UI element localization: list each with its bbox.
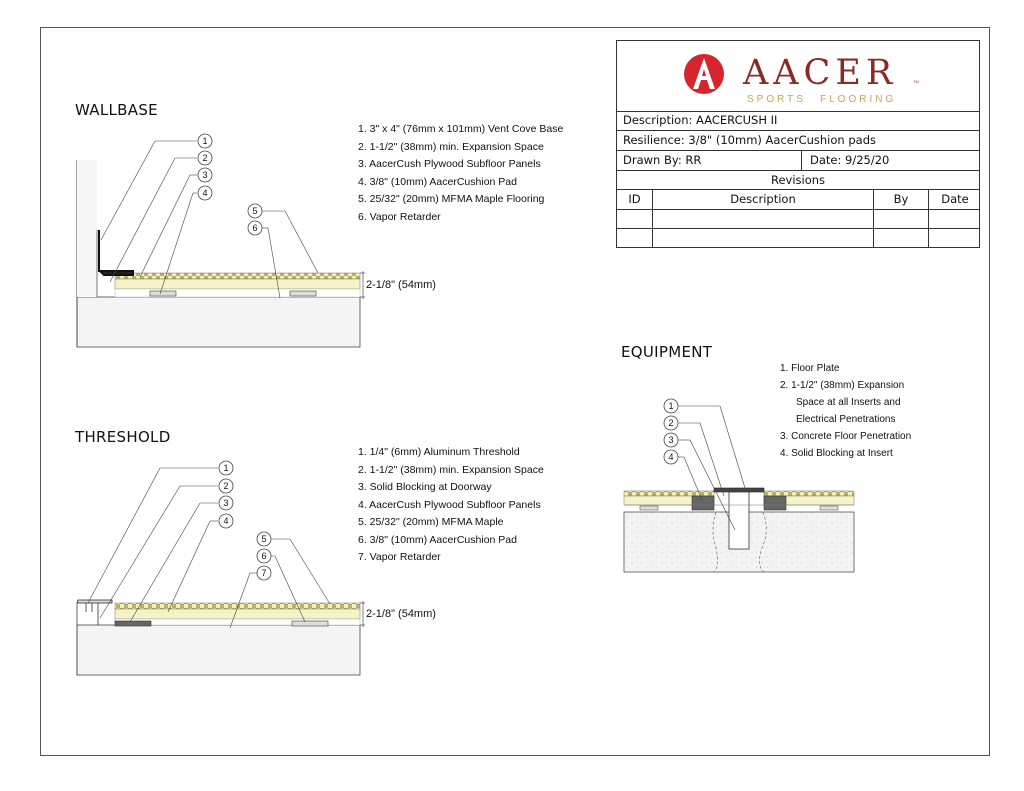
drawn-by: Drawn By: RR	[617, 151, 802, 170]
equipment-penetration	[729, 492, 749, 549]
threshold-subfloor-layer	[115, 609, 360, 619]
wallbase-title: WALLBASE	[75, 101, 158, 119]
drawing-date: Date: 9/25/20	[810, 153, 890, 167]
threshold-aluminum-plate	[77, 600, 112, 603]
threshold-callout: 3	[223, 498, 229, 508]
resilience-row: Resilience: 3/8" (10mm) AacerCushion pads	[617, 131, 979, 151]
threshold-title: THRESHOLD	[75, 428, 171, 446]
threshold-callout: 1	[223, 463, 229, 473]
equipment-legend-item: 1. Floor Plate	[780, 363, 840, 374]
wallbase-callout: 5	[252, 206, 258, 216]
wallbase-drawing	[77, 134, 365, 347]
threshold-callout: 2	[223, 481, 229, 491]
equipment-callout: 2	[668, 418, 674, 428]
wallbase-legend-item: 3. AacerCush Plywood Subfloor Panels	[358, 158, 541, 170]
threshold-legend-item: 6. 3/8" (10mm) AacerCushion Pad	[358, 533, 517, 546]
logo-tagline-sports: SPORTS	[747, 94, 806, 105]
threshold-legend-item: 1. 1/4" (6mm) Aluminum Threshold	[358, 446, 520, 458]
wallbase-callout: 6	[252, 223, 258, 233]
equipment-drawing	[624, 399, 854, 572]
wallbase-subfloor-layer	[115, 279, 360, 289]
description-row: Description: AACERCUSH II	[617, 111, 979, 131]
threshold-callout: 6	[261, 551, 267, 561]
equipment-callout: 1	[668, 401, 674, 411]
equipment-legend-item: 4. Solid Blocking at Insert	[780, 448, 893, 459]
col-id: ID	[617, 190, 653, 209]
threshold-legend-item: 5. 25/32" (20mm) MFMA Maple	[358, 516, 504, 528]
wallbase-pad	[150, 291, 176, 296]
col-description: Description	[653, 190, 874, 209]
wallbase-cove-base	[99, 230, 133, 275]
threshold-callout: 7	[261, 568, 267, 578]
threshold-legend-item: 3. Solid Blocking at Doorway	[358, 481, 492, 493]
wallbase-legend-item: 4. 3/8" (10mm) AacerCushion Pad	[358, 175, 517, 188]
wallbase-dimension: 2-1/8" (54mm)	[366, 279, 436, 291]
threshold-legend-item: 2. 1-1/2" (38mm) min. Expansion Space	[358, 463, 544, 476]
wallbase-legend-item: 5. 25/32" (20mm) MFMA Maple Flooring	[358, 193, 545, 205]
wallbase-callout: 2	[202, 153, 208, 163]
threshold-callout: 4	[223, 516, 229, 526]
wallbase-callout: 4	[202, 188, 208, 198]
threshold-legend-item: 4. AacerCush Plywood Subfloor Panels	[358, 498, 541, 511]
revisions-header: Revisions	[617, 171, 979, 190]
wallbase-legend-item: 2. 1-1/2" (38mm) min. Expansion Space	[358, 140, 544, 153]
threshold-blocking	[115, 621, 151, 626]
threshold-pad	[292, 621, 328, 626]
equipment-legend-item: 2. 1-1/2" (38mm) Expansion	[780, 380, 905, 391]
logo-brand: AACER	[743, 53, 898, 93]
logo-trademark: TM	[913, 79, 919, 84]
col-by: By	[874, 190, 929, 209]
threshold-slab	[77, 625, 360, 675]
equipment-callout: 4	[668, 452, 674, 462]
wallbase-pad	[290, 291, 316, 296]
equipment-title: EQUIPMENT	[621, 343, 713, 361]
wallbase-callout: 3	[202, 170, 208, 180]
threshold-callout: 5	[261, 534, 267, 544]
equipment-legend-item: 3. Concrete Floor Penetration	[780, 431, 912, 442]
threshold-drawing	[77, 461, 365, 675]
threshold-dimension: 2-1/8" (54mm)	[366, 608, 436, 620]
wallbase-legend-item: 1. 3" x 4" (76mm x 101mm) Vent Cove Base	[358, 123, 564, 135]
equipment-legend-item: Electrical Penetrations	[796, 414, 896, 425]
equipment-blocking	[764, 496, 786, 510]
equipment-legend-item: Space at all Inserts and	[796, 397, 901, 408]
equipment-blocking	[692, 496, 714, 510]
wallbase-legend-item: 6. Vapor Retarder	[358, 210, 441, 223]
equipment-callout: 3	[668, 435, 674, 445]
logo-tagline-flooring: FLOORING	[820, 94, 897, 105]
threshold-legend-item: 7. Vapor Retarder	[358, 551, 441, 563]
wallbase-maple-layer	[115, 273, 360, 279]
col-date: Date	[941, 192, 969, 206]
wallbase-slab	[77, 297, 360, 347]
wallbase-callout: 1	[202, 136, 208, 146]
